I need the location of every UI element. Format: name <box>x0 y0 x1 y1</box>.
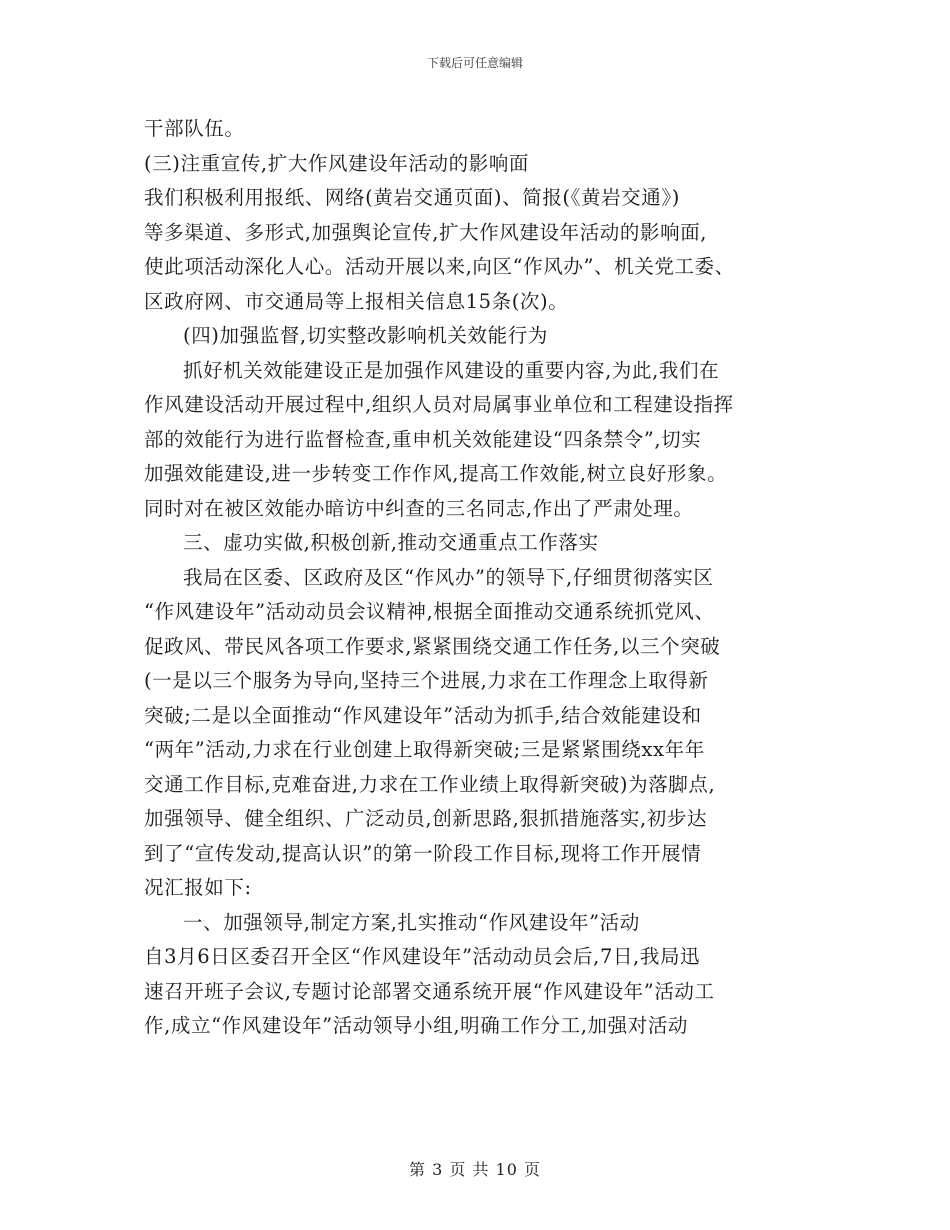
text-line: 速召开班子会议,专题讨论部署交通系统开展“作风建设年”活动工 <box>144 979 715 1003</box>
text-line: 到了“宣传发动,提高认识”的第一阶段工作目标,现将工作开展情 <box>144 841 702 865</box>
text-line: (一是以三个服务为导向,坚持三个进展,力求在工作理念上取得新 <box>144 669 709 692</box>
page-number-footer: 第 3 页 共 10 页 <box>409 1160 541 1179</box>
text-line: 我们积极利用报纸、网络(黄岩交通页面)、简报(《黄岩交通》) <box>144 186 680 209</box>
text-line: 我局在区委、区政府及区“作风办”的领导下,仔细贯彻落实区 <box>183 565 714 589</box>
text-line: 等多渠道、多形式,加强舆论宣传,扩大作风建设年活动的影响面, <box>144 220 708 244</box>
text-line: 况汇报如下: <box>144 876 252 899</box>
document-body <box>144 112 824 1044</box>
section-heading: (三)注重宣传,扩大作风建设年活动的影响面 <box>144 151 530 175</box>
text-line: 加强效能建设,进一步转变工作作风,提高工作效能,树立良好形象。 <box>144 462 728 485</box>
text-line: 部的效能行为进行监督检查,重申机关效能建设“四条禁令”,切实 <box>144 427 702 451</box>
text-line: 突破;二是以全面推动“作风建设年”活动为抓手,结合效能建设和 <box>144 703 702 727</box>
text-line: 加强领导、健全组织、广泛动员,创新思路,狠抓措施落实,初步达 <box>144 807 708 830</box>
text-line: 干部队伍。 <box>144 117 245 140</box>
text-line: “作风建设年”活动动员会议精神,根据全面推动交通系统抓党风、 <box>144 600 715 623</box>
text-line: 作,成立“作风建设年”活动领导小组,明确工作分工,加强对活动 <box>144 1014 689 1037</box>
text-line: 自3月6日区委召开全区“作风建设年”活动动员会后,7日,我局迅 <box>144 945 701 968</box>
text-line: 促政风、带民风各项工作要求,紧紧围绕交通工作任务,以三个突破 <box>144 634 721 658</box>
page-header-note: 下载后可任意编辑 <box>426 56 523 70</box>
section-heading: 一、加强领导,制定方案,扎实推动“作风建设年”活动 <box>183 910 640 934</box>
section-heading: 三、虚功实做,积极创新,推动交通重点工作落实 <box>183 531 599 554</box>
text-line: 区政府网、市交通局等上报相关信息15条(次)。 <box>144 289 569 313</box>
text-line: “两年”活动,力求在行业创建上取得新突破;三是紧紧围绕xx年年 <box>144 738 705 761</box>
text-line: 使此项活动深化人心。活动开展以来,向区“作风办”、机关党工委、 <box>144 255 735 278</box>
text-line: 作风建设活动开展过程中,组织人员对局属事业单位和工程建设指挥 <box>144 393 734 416</box>
text-line: 同时对在被区效能办暗访中纠查的三名同志,作出了严肃处理。 <box>144 496 694 520</box>
text-line: 抓好机关效能建设正是加强作风建设的重要内容,为此,我们在 <box>183 358 720 382</box>
text-line: 交通工作目标,克难奋进,力求在工作业绩上取得新突破)为落脚点, <box>144 772 716 796</box>
section-heading: (四)加强监督,切实整改影响机关效能行为 <box>183 324 548 347</box>
